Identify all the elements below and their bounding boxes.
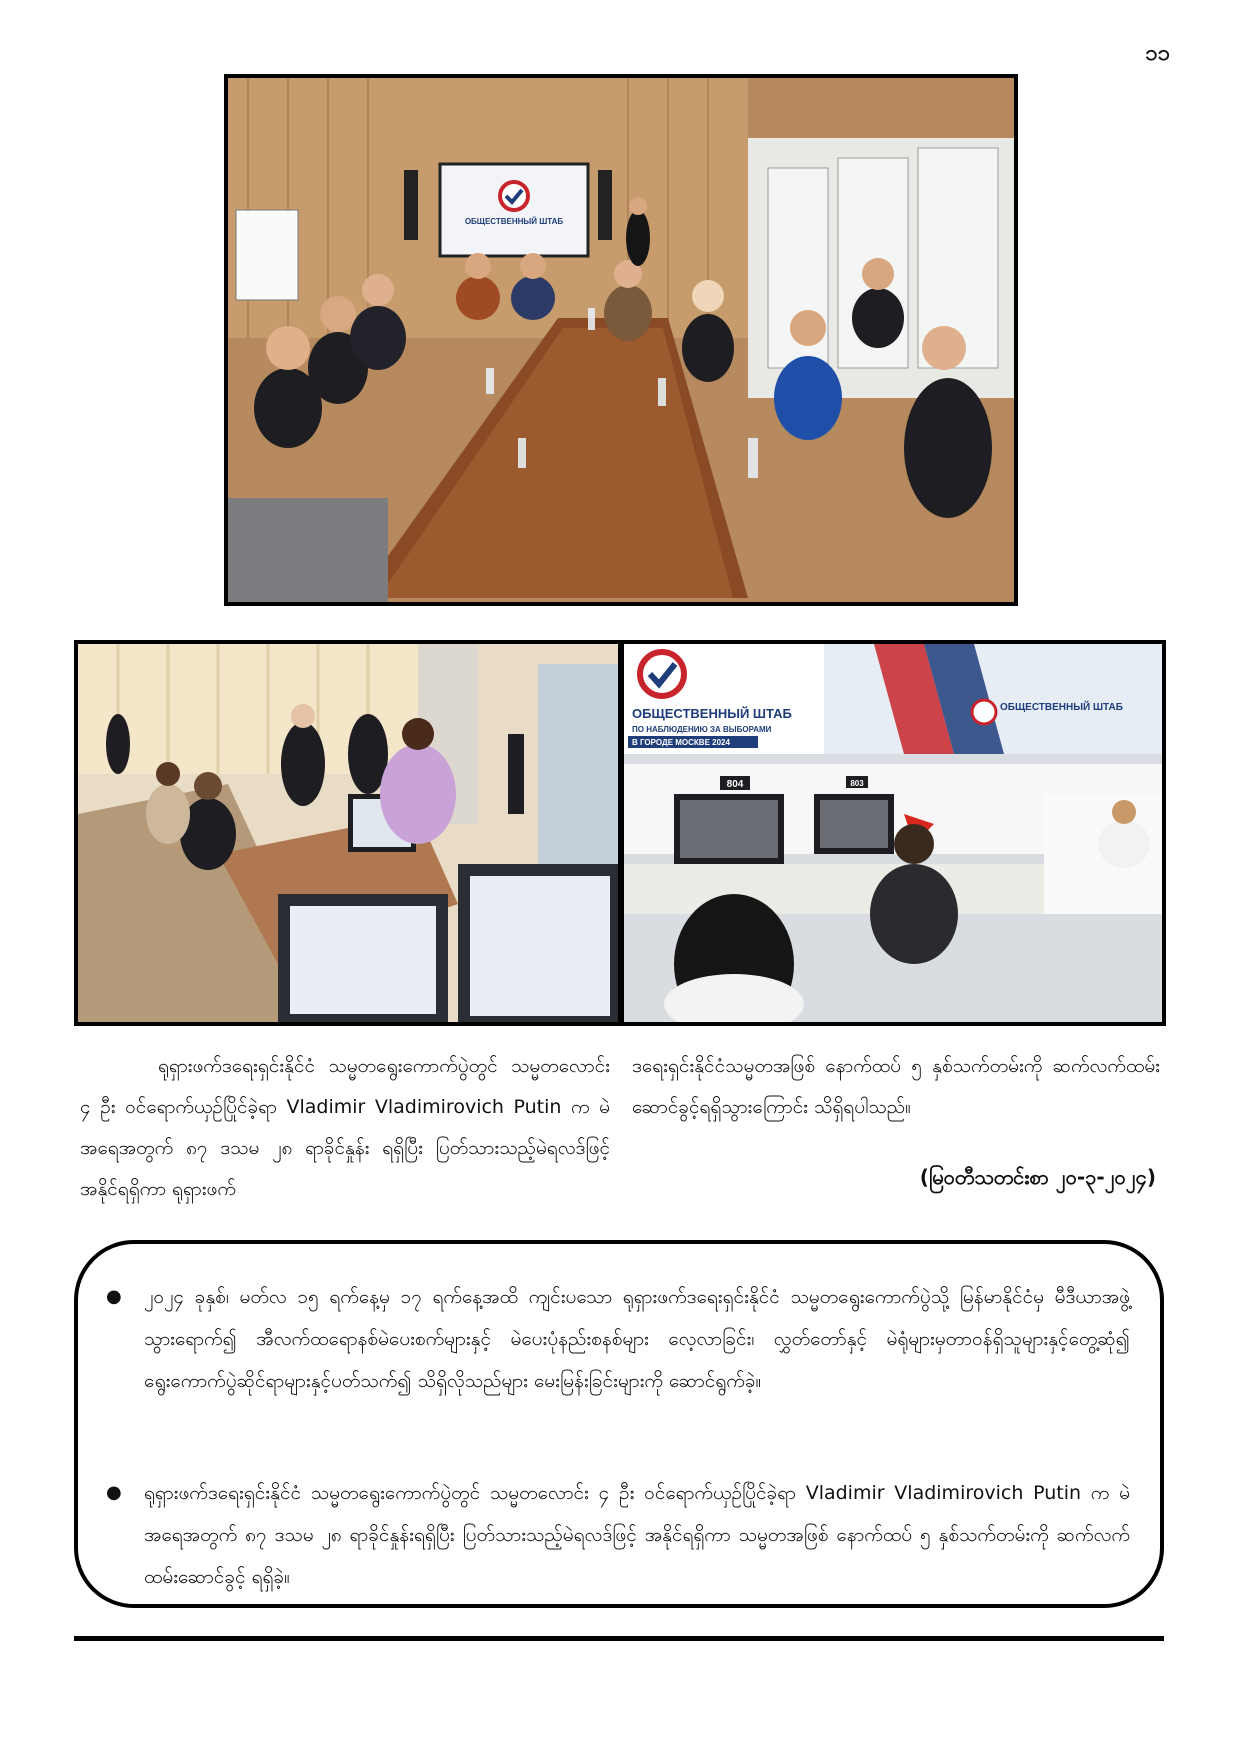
summary-box: [74, 1240, 1164, 1608]
article-column-right: ဒရေးရှင်းနိုင်ငံသမ္မတအဖြစ် နောက်ထပ် ၅ နှစ်သက်တမ်းကို ဆက်လက်ထမ်းဆောင်ခွင့်ရရှိသွားကြောင်း သိရှိရပါသည်။: [632, 1055, 1160, 1118]
banner-subtitle: ПО НАБЛЮДЕНИЮ ЗА ВЫБОРАМИ: [632, 725, 772, 734]
article-column-left: ရုရှားဖက်ဒရေးရှင်းနိုင်ငံ သမ္မတရွေးကောက်ပွဲတွင် သမ္မတလောင်း ၄ ဦး ဝင်ရောက်ယှဉ်ပြိုင်ခဲ့ရာ Vladimir Vladimirovich Putin က မဲအရေအတွက် ၈၇ ဒသမ ၂၈ ရာခိုင်နှုန်း ရရှိပြီး ပြတ်သားသည့်မဲရလဒ်ဖြင့် အနိုင်ရရှိကာ ရုရှားဖက်: [80, 1055, 610, 1200]
polling-station-photo: [74, 640, 622, 1026]
observation-center-photo: [620, 640, 1166, 1026]
booth-number-1: 804: [726, 779, 744, 790]
article-source: (မြဝတီသတင်းစာ ၂၀-၃-၂၀၂၄): [919, 1165, 1156, 1189]
page-number: ၁၁: [1145, 41, 1170, 66]
screen-logo-text: ОБЩЕСТВЕННЫЙ ШТАБ: [464, 217, 564, 226]
meeting-room-photo: [224, 74, 1018, 606]
bottom-rule: [74, 1636, 1164, 1641]
banner-title-2: ОБЩЕСТВЕННЫЙ ШТАБ: [1000, 702, 1123, 713]
summary-bullet-1: ● ၂၀၂၄ ခုနှစ်၊ မတ်လ ၁၅ ရက်နေ့မှ ၁၇ ရက်နေ့အထိ ကျင်းပသော ရုရှားဖက်ဒရေးရှင်းနိုင်ငံ သမ္မတရွေးကောက်ပွဲသို့ မြန်မာနိုင်ငံမှ မီဒီယာအဖွဲ့ သွားရောက်၍ အီလက်ထရောနစ်မဲပေးစက်များနှင့် မဲပေးပုံနည်းစနစ်များ လေ့လာခြင်း၊ လွှတ်တော်နှင့် မဲရုံများမှတာဝန်ရှိသူများနှင့်တွေ့ဆုံ၍ ရွေးကောက်ပွဲဆိုင်ရာများနှင့်ပတ်သက်၍ သိရှိလိုသည်များ မေးမြန်းခြင်းများကို ဆောင်ရွက်ခဲ့။: [144, 1276, 1130, 1402]
banner-title: ОБЩЕСТВЕННЫЙ ШТАБ: [632, 706, 792, 721]
summary-bullet-2: ● ရုရှားဖက်ဒရေးရှင်းနိုင်ငံ သမ္မတရွေးကောက်ပွဲတွင် သမ္မတလောင်း ၄ ဦး ဝင်ရောက်ယှဉ်ပြိုင်ခဲ့ရာ Vladimir Vladimirovich Putin က မဲအရေအတွက် ၈၇ ဒသမ ၂၈ ရာခိုင်နှုန်းရရှိပြီး ပြတ်သားသည့်မဲရလဒ်ဖြင့် အနိုင်ရရှိကာ သမ္မတအဖြစ် နောက်ထပ် ၅ နှစ်သက်တမ်းကို ဆက်လက်ထမ်းဆောင်ခွင့် ရရှိခဲ့။: [144, 1472, 1130, 1598]
banner-city: В ГОРОДЕ МОСКВЕ 2024: [632, 738, 730, 747]
booth-number-2: 803: [850, 779, 864, 788]
